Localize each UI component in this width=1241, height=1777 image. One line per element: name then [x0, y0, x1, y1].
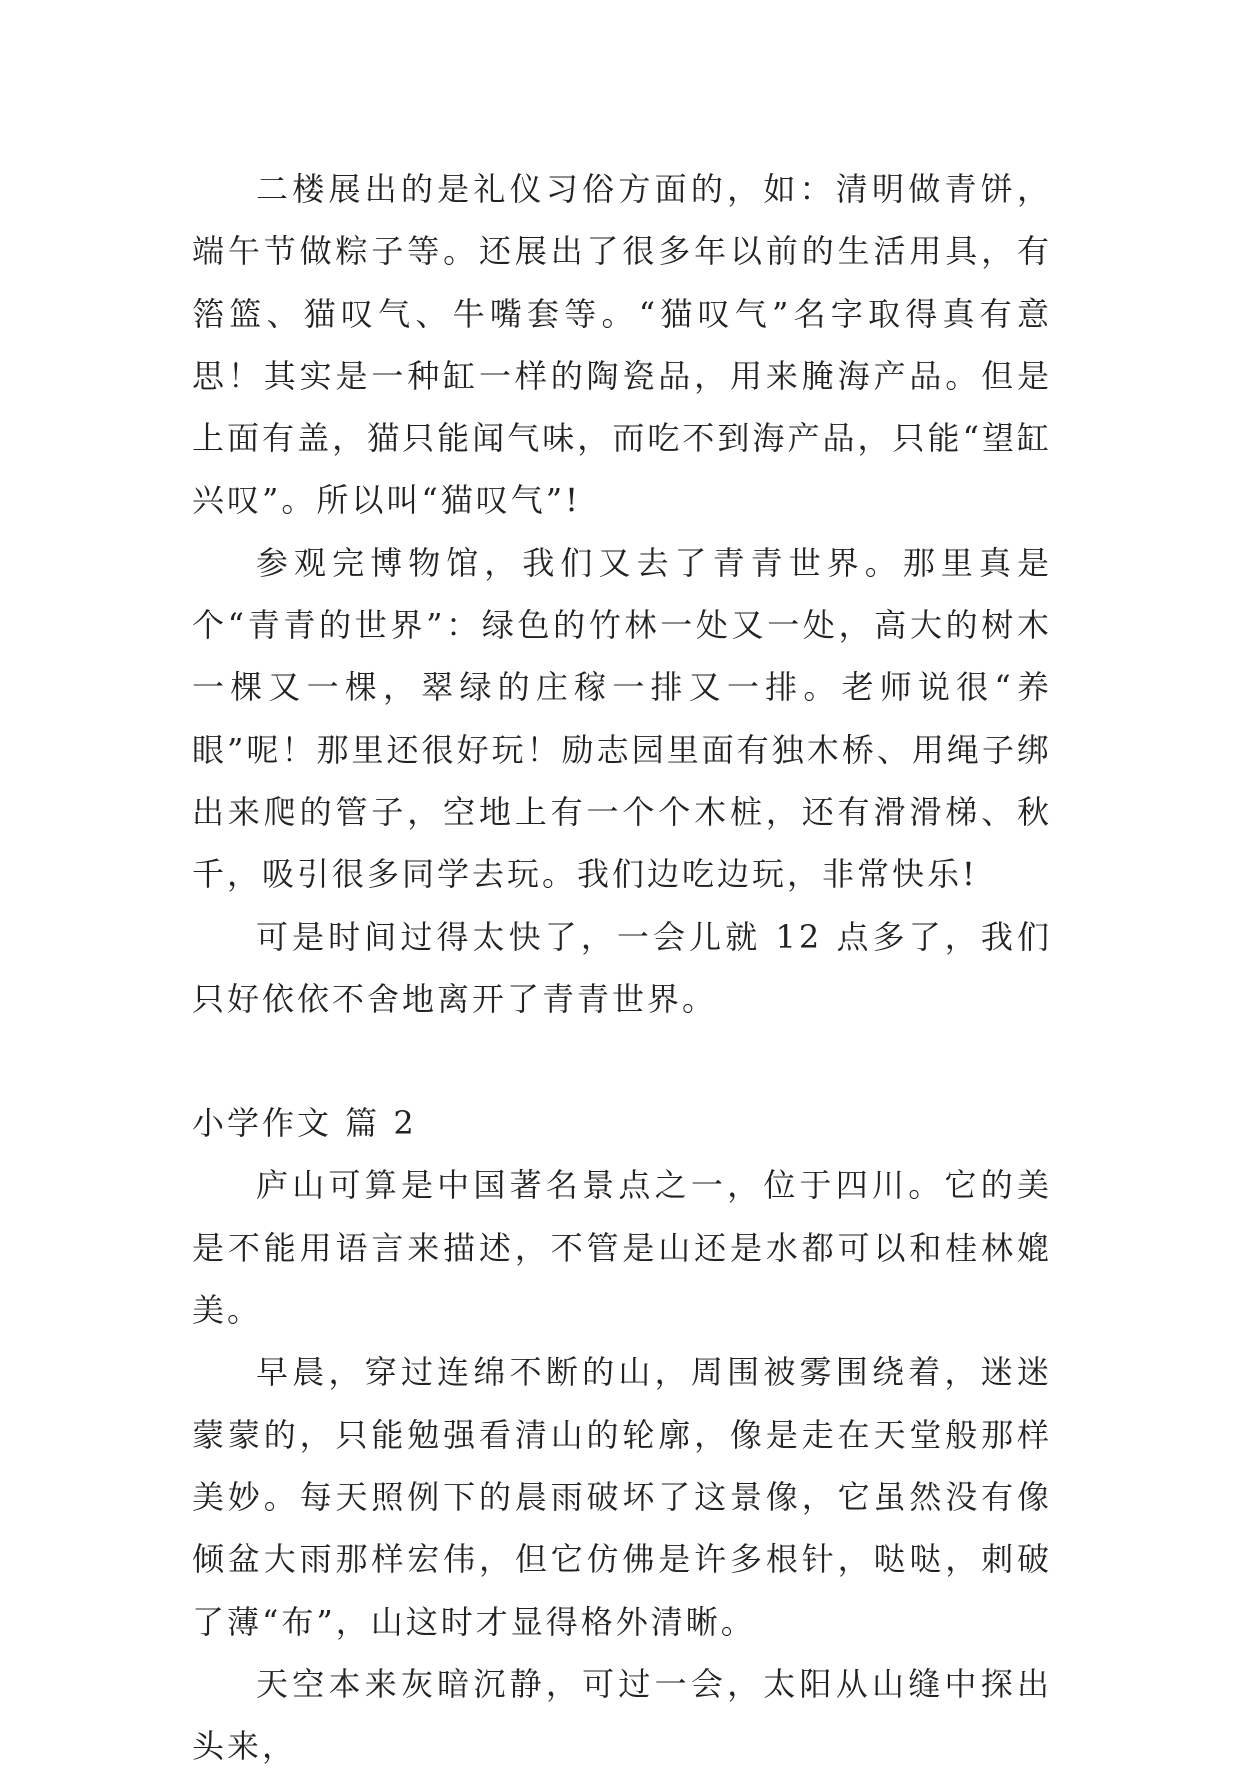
section-heading: 小学作文 篇 2 — [192, 1104, 417, 1143]
paragraph-sky: 天空本来灰暗沉静，可过一会，太阳从山缝中探出头来， — [192, 1664, 1052, 1766]
paragraph-leaving: 可是时间过得太快了，一会儿就 12 点多了，我们只好依依不舍地离开了青青世界。 — [192, 917, 1052, 1018]
section-spacer — [192, 1030, 1052, 1092]
paragraph-museum-second-floor: 二楼展出的是礼仪习俗方面的，如：清明做青饼，端午节做粽子等。还展出了很多年以前的生活用具，有箈篮、猫叹气、牛嘴套等。“猫叹气”名字取得真有意思！其实是一种缸一样的陶瓷品，用来腌海产品。但是上面有盖，猫只能闻气味，而吃不到海产品，只能“望缸兴叹”。所以叫“猫叹气”! — [192, 170, 1052, 520]
paragraph-lushan-intro: 庐山可算是中国著名景点之一，位于四川。它的美是不能用语言来描述，不管是山还是水都可以和桂林媲美。 — [192, 1166, 1052, 1330]
paragraph-green-world: 参观完博物馆，我们又去了青青世界。那里真是个“青青的世界”：绿色的竹林一处又一处，高大的树木一棵又一棵，翠绿的庄稼一排又一排。老师说很“养眼”呢！那里还很好玩！励志园里面有独木桥、用绳子绑出来爬的管子，空地上有一个个木桩，还有滑滑梯、秋千，吸引很多同学去玩。我们边吃边玩，非常快乐! — [192, 543, 1052, 894]
document-body — [192, 158, 1052, 1777]
paragraph-morning: 早晨，穿过连绵不断的山，周围被雾围绕着，迷迷蒙蒙的，只能勉强看清山的轮廓，像是走在天堂般那样美妙。每天照例下的晨雨破坏了这景像，它虽然没有像倾盆大雨那样宏伟，但它仿佛是许多根针，哒哒，刺破了薄“布”，山这时才显得格外清晰。 — [192, 1353, 1052, 1641]
